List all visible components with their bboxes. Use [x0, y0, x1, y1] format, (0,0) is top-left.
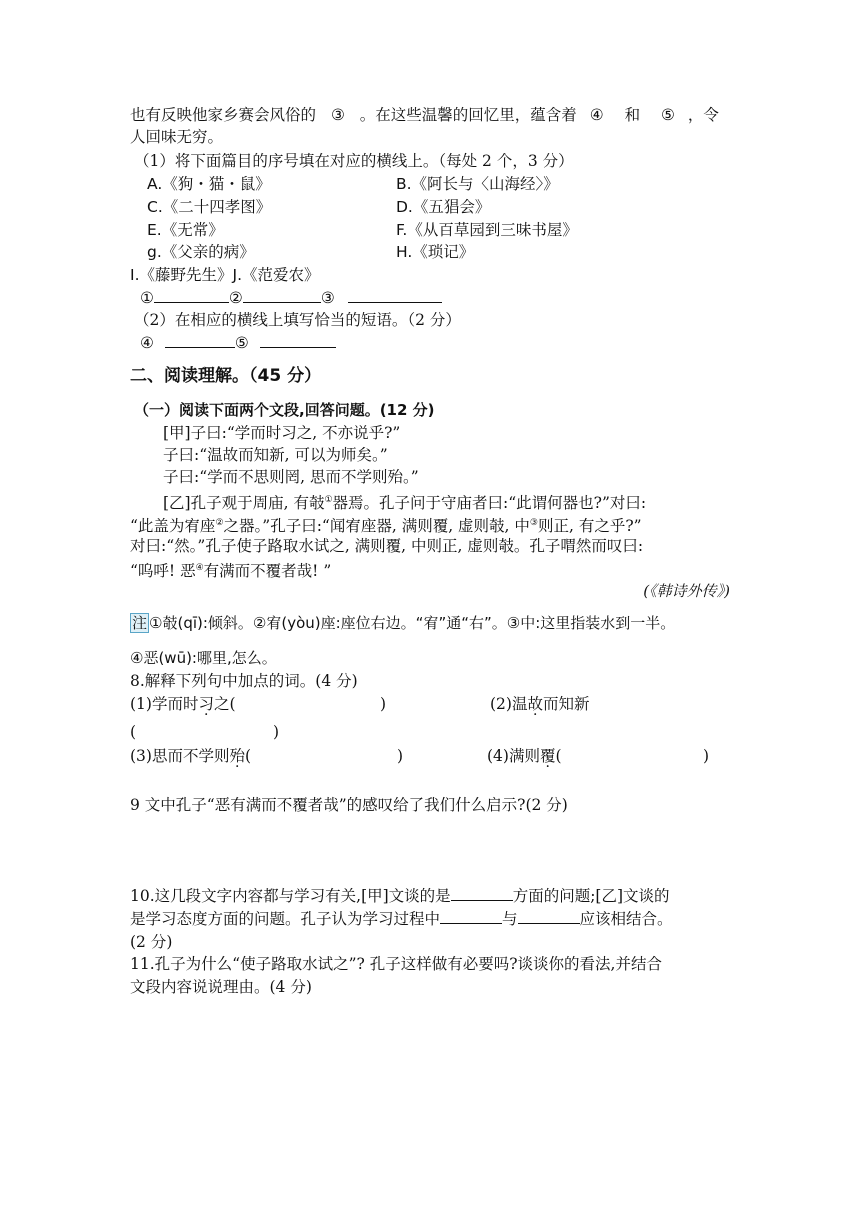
intro-text: ，令 — [687, 106, 719, 124]
dotted-word-gu: 故 — [527, 695, 543, 713]
part1-title: （一）阅读下面两个文段,回答问题。(12 分) — [134, 401, 435, 419]
q8-item-4 — [487, 745, 562, 767]
yi-text: 则正, 有之乎?” — [537, 517, 642, 536]
circle-4: ④ — [589, 106, 604, 124]
option-h: H.《琐记》 — [396, 243, 475, 261]
q8-close-3: ) — [397, 747, 404, 765]
q10-blank-1[interactable] — [451, 885, 513, 901]
yi-text: “此盖为宥座 — [130, 517, 216, 536]
yi-line-4 — [130, 557, 331, 582]
circle-3: ③ — [330, 106, 345, 124]
option-g: g.《父亲的病》 — [147, 243, 255, 261]
q10-text: 与 — [502, 910, 518, 928]
q10-text: 方面的问题;[乙]文谈的 — [512, 887, 670, 905]
dotted-word-fu: 覆 — [539, 747, 556, 765]
q8-close-4: ) — [703, 747, 710, 765]
note-text: ①攲(qī):倾斜。②宥(yòu)座:座位右边。“宥”通“右”。③中:这里指装水到一半。 — [149, 614, 676, 632]
blank-1[interactable] — [154, 287, 229, 303]
intro-text: 。在这些温馨的回忆里，蕴含着 — [359, 106, 577, 124]
q8-text: ( — [555, 747, 562, 765]
blank-3[interactable] — [348, 287, 442, 303]
q11-line-2: 文段内容说说理由。(4 分) — [130, 978, 312, 996]
q2-blank-row — [140, 332, 336, 354]
yi-line-1 — [163, 489, 646, 514]
option-a: A.《狗・猫・鼠》 — [147, 175, 271, 193]
q10-blank-2[interactable] — [440, 908, 502, 924]
q8-item-2 — [490, 693, 590, 715]
yi-text: “呜呼! 恶 — [130, 562, 196, 581]
q10-text: 10.这几段文字内容都与学习有关,[甲]文谈的是 — [130, 887, 451, 905]
jia-line-1: [甲]子曰:“学而时习之, 不亦说乎?” — [163, 424, 401, 442]
yi-text: [乙]孔子观于周庙, 有攲 — [163, 494, 325, 513]
yi-text: 有满而不覆者哉! ” — [203, 562, 332, 581]
note-line-2: ④恶(wū):哪里,怎么。 — [130, 649, 277, 667]
option-c: C.《二十四孝图》 — [147, 198, 272, 216]
q10-text: 应该相结合。 — [579, 910, 673, 928]
dotted-word-xi: 习 — [198, 695, 214, 713]
yi-text: 器焉。孔子问于守庙者曰:“此谓何器也?”对曰: — [332, 494, 647, 513]
q8-text: (4)满则 — [487, 747, 540, 765]
intro-line-2: 人回味无穷。 — [130, 128, 224, 146]
dotted-word-dai: 殆 — [229, 747, 245, 765]
q10-line-1 — [130, 885, 670, 907]
footnote-ref-4: ④ — [195, 563, 204, 573]
q8-text: (3)思而不学则 — [130, 747, 230, 765]
option-e: E.《无常》 — [147, 221, 224, 239]
q11-line-1: 11.孔子为什么“使子路取水试之”? 孔子这样做有必要吗?谈谈你的看法,并结合 — [130, 955, 662, 973]
blank-label-3: ③ — [320, 289, 335, 307]
intro-line-1 — [130, 104, 719, 126]
q10-line-2 — [130, 908, 673, 930]
q1-prompt: （1）将下面篇目的序号填在对应的横线上。（每处 2 个，3 分） — [134, 152, 574, 170]
blank-5[interactable] — [260, 332, 336, 348]
q8-item-1 — [130, 693, 236, 715]
yi-line-3: 对曰:“然。”孔子使子路取水试之, 满则覆, 中则正, 虚则攲。孔子喟然而叹曰: — [130, 537, 644, 555]
yi-line-2 — [130, 512, 642, 537]
q8-close-1: ) — [380, 695, 387, 713]
blank-label-2: ② — [228, 289, 243, 307]
q8-text: (2)温 — [490, 695, 528, 713]
option-ij: I.《藤野先生》J.《范爱农》 — [130, 266, 320, 284]
footnote-ref-2: ② — [215, 518, 224, 528]
yi-text: 之器。”孔子曰:“闻宥座器, 满则覆, 虚则攲, 中 — [223, 517, 530, 536]
q8-text: ( — [244, 747, 252, 765]
blank-label-5: ⑤ — [234, 334, 249, 352]
footnote-ref-1: ① — [324, 495, 333, 505]
q8-text: 而知新 — [542, 695, 590, 713]
blank-2[interactable] — [243, 287, 321, 303]
intro-and: 和 — [624, 106, 641, 124]
blank-label-1: ① — [140, 289, 154, 307]
source-citation: (《韩诗外传》) — [643, 582, 730, 600]
option-f: F.《从百草园到三味书屋》 — [396, 221, 578, 239]
option-d: D.《五猖会》 — [396, 198, 491, 216]
intro-text: 也有反映他家乡赛会风俗的 — [130, 106, 317, 124]
q9-prompt: 9 文中孔子“恶有满而不覆者哉”的感叹给了我们什么启示?(2 分) — [130, 796, 568, 814]
blank-4[interactable] — [165, 332, 235, 348]
note-label: 注 — [132, 614, 148, 632]
circle-5: ⑤ — [661, 106, 675, 124]
q8-prompt: 8.解释下列句中加点的词。(4 分) — [130, 672, 358, 690]
q8-text: (1)学而时 — [130, 695, 199, 713]
note-line-1 — [130, 612, 675, 634]
q8-close-2: ) — [273, 723, 280, 741]
q8-text: 之( — [213, 695, 236, 713]
footnote-ref-3: ③ — [529, 518, 538, 528]
q10-blank-3[interactable] — [518, 908, 580, 924]
q10-line-3: (2 分) — [130, 933, 173, 951]
q8-item-3 — [130, 745, 251, 767]
q1-blank-row — [140, 287, 442, 309]
q8-open-2: ( — [130, 723, 137, 741]
option-b: B.《阿长与〈山海经〉》 — [396, 175, 559, 193]
q2-prompt: （2）在相应的横线上填写恰当的短语。（2 分） — [134, 311, 461, 329]
jia-line-2: 子曰:“温故而知新, 可以为师矣。” — [163, 446, 388, 464]
jia-line-3: 子曰:“学而不思则罔, 思而不学则殆。” — [163, 468, 419, 486]
section-title: 二、阅读理解。（45 分） — [130, 366, 322, 386]
q10-text: 是学习态度方面的问题。孔子认为学习过程中 — [130, 910, 441, 928]
blank-label-4: ④ — [140, 334, 154, 352]
